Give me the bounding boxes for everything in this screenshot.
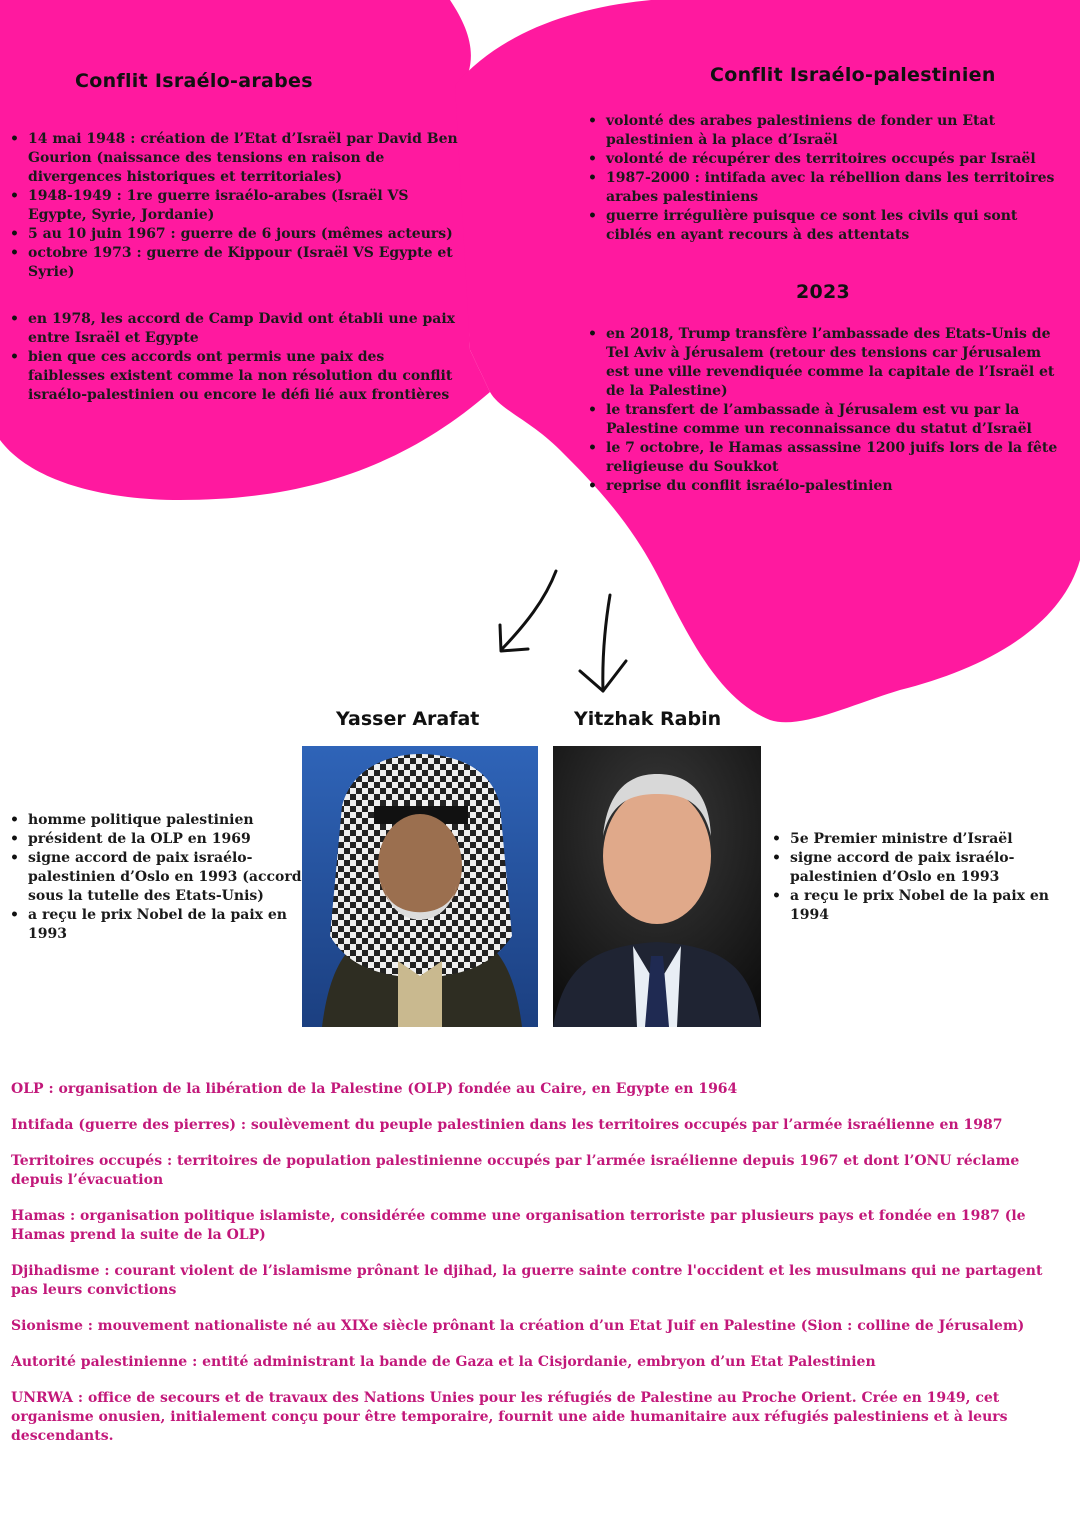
arafat-photo: [302, 746, 538, 1027]
right-panel-title-wrap: [710, 64, 996, 86]
list-item: • octobre 1973 : guerre de Kippour (Israël VS Egypte et Syrie): [28, 244, 460, 282]
arrows: [490, 565, 640, 700]
glossary-djihadisme: Djihadisme : courant violent de l’islamisme prônant le djihad, la guerre sainte contre l'occident et les musulmans qui ne partagent pas leurs convictions: [11, 1263, 1043, 1298]
arrow-left-icon: [500, 571, 556, 651]
year-heading-wrap: [796, 281, 850, 303]
rabin-name: Yitzhak Rabin: [574, 708, 722, 730]
left-panel-body: [10, 130, 460, 405]
list-item: • 14 mai 1948 : création de l’Etat d’Israël par David Ben Gourion (naissance des tensions en raison de divergences historiques et territoriales): [28, 130, 460, 187]
list-item: • 5 au 10 juin 1967 : guerre de 6 jours (mêmes acteurs): [28, 225, 460, 244]
arafat-facts: [10, 811, 302, 944]
right-group1-list: [588, 112, 1066, 245]
glossary-unrwa: UNRWA : office de secours et de travaux des Nations Unies pour les réfugiés de Palestine au Proche Orient. Crée en 1949, cet organisme onusien, initialement conçu pour être temporaire, fournit une aide humanitaire aux réfugiés palestiniens et à leurs descendants.: [11, 1390, 1008, 1444]
rabin-facts: [772, 830, 1072, 925]
right-group2-list: [588, 325, 1066, 496]
left-panel-title: Conflit Israélo-arabes: [75, 70, 313, 92]
list-item: • président de la OLP en 1969: [28, 830, 302, 849]
list-item: • homme politique palestinien: [28, 811, 302, 830]
list-item: • 5e Premier ministre d’Israël: [790, 830, 1072, 849]
list-item: • signe accord de paix israélo-palestinien d’Oslo en 1993: [790, 849, 1072, 887]
arafat-facts-list: [10, 811, 302, 944]
list-item: • a reçu le prix Nobel de la paix en 1994: [790, 887, 1072, 925]
list-item: • le 7 octobre, le Hamas assassine 1200 juifs lors de la fête religieuse du Soukkot: [606, 439, 1066, 477]
list-item: • en 1978, les accord de Camp David ont établi une paix entre Israël et Egypte: [28, 310, 460, 348]
list-item: • volonté de récupérer des territoires occupés par Israël: [606, 150, 1066, 169]
rabin-portrait: [553, 746, 761, 1027]
list-item: • bien que ces accords ont permis une paix des faiblesses existent comme la non résolution du conflit israélo-palestinien ou encore le défi lié aux frontières: [28, 348, 460, 405]
rabin-photo: [553, 746, 761, 1027]
glossary-intifada: Intifada (guerre des pierres) : soulèvement du peuple palestinien dans les territoires occupés par l’armée israélienne en 1987: [11, 1117, 1003, 1133]
right-panel-title: Conflit Israélo-palestinien: [710, 64, 996, 86]
glossary-territoires: Territoires occupés : territoires de population palestinienne occupés par l’armée israélienne depuis 1967 et dont l’ONU réclame depuis l’évacuation: [11, 1153, 1020, 1188]
left-panel-title-wrap: [75, 70, 313, 92]
list-item: • volonté des arabes palestiniens de fonder un Etat palestinien à la place d’Israël: [606, 112, 1066, 150]
glossary-olp: OLP : organisation de la libération de la Palestine (OLP) fondée au Caire, en Egypte en 1964: [11, 1081, 738, 1097]
list-item: • 1987-2000 : intifada avec la rébellion dans les territoires arabes palestiniens: [606, 169, 1066, 207]
glossary-hamas: Hamas : organisation politique islamiste, considérée comme une organisation terroriste par plusieurs pays et fondée en 1987 (le Hamas prend la suite de la OLP): [11, 1208, 1026, 1243]
list-item: • guerre irrégulière puisque ce sont les civils qui sont ciblés en ayant recours à des attentats: [606, 207, 1066, 245]
list-item: • 1948-1949 : 1re guerre israélo-arabes (Israël VS Egypte, Syrie, Jordanie): [28, 187, 460, 225]
right-panel-body-2023: [588, 325, 1066, 496]
list-item: • signe accord de paix israélo-palestinien d’Oslo en 1993 (accord sous la tutelle des Etats-Unis): [28, 849, 302, 906]
glossary-autorite: Autorité palestinienne : entité administrant la bande de Gaza et la Cisjordanie, embryon d’un Etat Palestinien: [11, 1354, 876, 1370]
list-item: • en 2018, Trump transfère l’ambassade des Etats-Unis de Tel Aviv à Jérusalem (retour des tensions car Jérusalem est une ville revendiquée comme la capitale de l’Israël et de la Palestine): [606, 325, 1066, 401]
list-item: • le transfert de l’ambassade à Jérusalem est vu par la Palestine comme un reconnaissance du statut d’Israël: [606, 401, 1066, 439]
glossary-sionisme: Sionisme : mouvement nationaliste né au XIXe siècle prônant la création d’un Etat Juif en Palestine (Sion : colline de Jérusalem): [11, 1318, 1025, 1334]
year-heading: 2023: [796, 281, 851, 303]
list-item: • a reçu le prix Nobel de la paix en 1993: [28, 906, 302, 944]
arafat-portrait: [302, 746, 538, 1027]
arrow-down-icon: [580, 595, 626, 691]
left-group2-list: [10, 310, 460, 405]
list-item: • reprise du conflit israélo-palestinien: [606, 477, 1066, 496]
right-panel-body: [588, 112, 1066, 245]
left-group1-list: [10, 130, 460, 282]
rabin-facts-list: [772, 830, 1072, 925]
arafat-name: Yasser Arafat: [336, 708, 480, 730]
glossary: [11, 1080, 1066, 1463]
